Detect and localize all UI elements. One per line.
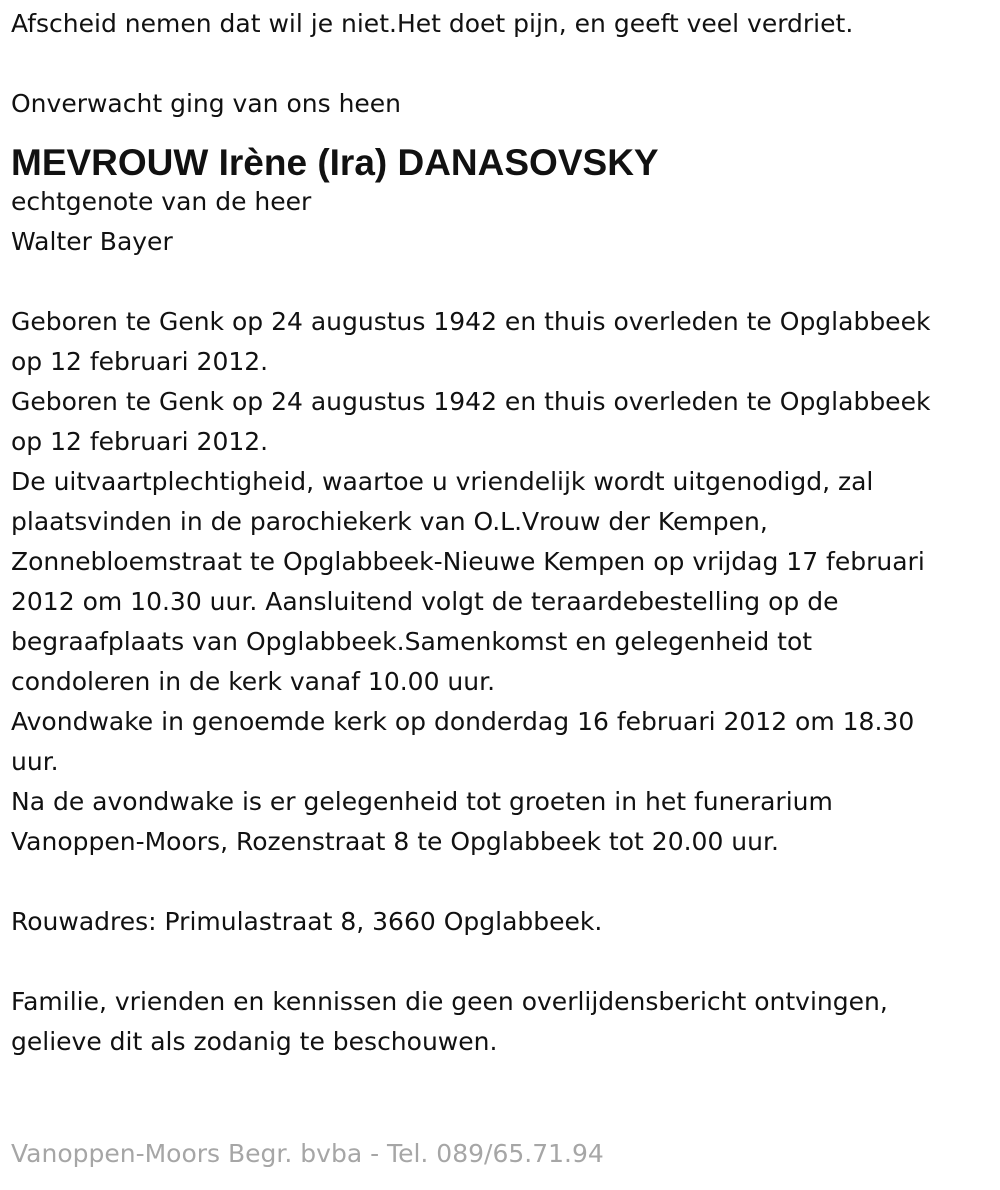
funeral-home-footer: Vanoppen-Moors Begr. bvba - Tel. 089/65.71.94 [11, 1139, 604, 1168]
birth-death-line: op 12 februari 2012. [11, 427, 269, 456]
visitation-text: Na de avondwake is er gelegenheid tot groeten in het funerarium [11, 787, 833, 816]
wake-text: Avondwake in genoemde kerk op donderdag 16 februari 2012 om 18.30 [11, 707, 915, 736]
wake-text: uur. [11, 747, 59, 776]
visitation-text: Vanoppen-Moors, Rozenstraat 8 te Opglabbeek tot 20.00 uur. [11, 827, 779, 856]
spacer [11, 44, 991, 84]
funeral-text: plaatsvinden in de parochiekerk van O.L.Vrouw der Kempen, [11, 507, 768, 536]
family-notice: gelieve dit als zodanig te beschouwen. [11, 1027, 498, 1056]
funeral-text: 2012 om 10.30 uur. Aansluitend volgt de teraardebestelling op de [11, 587, 839, 616]
deceased-name-heading: MEVROUW Irène (Ira) DANASOVSKY [11, 142, 659, 183]
spouse-name: Walter Bayer [11, 227, 173, 256]
spacer [11, 942, 991, 982]
birth-death-line: Geboren te Genk op 24 augustus 1942 en thuis overleden te Opglabbeek [11, 387, 931, 416]
mourning-address: Rouwadres: Primulastraat 8, 3660 Opglabbeek. [11, 907, 603, 936]
spouse-line: echtgenote van de heer [11, 187, 312, 216]
funeral-text: De uitvaartplechtigheid, waartoe u vriendelijk wordt uitgenodigd, zal [11, 467, 874, 496]
family-notice: Familie, vrienden en kennissen die geen overlijdensbericht ontvingen, [11, 987, 888, 1016]
spacer [11, 862, 991, 902]
funeral-text: condoleren in de kerk vanaf 10.00 uur. [11, 667, 496, 696]
birth-death-line: op 12 februari 2012. [11, 347, 269, 376]
birth-death-line: Geboren te Genk op 24 augustus 1942 en thuis overleden te Opglabbeek [11, 307, 931, 336]
funeral-text: begraafplaats van Opglabbeek.Samenkomst en gelegenheid tot [11, 627, 813, 656]
death-notice [11, 4, 991, 1062]
spacer [11, 262, 991, 302]
intro-line: Afscheid nemen dat wil je niet.Het doet pijn, en geeft veel verdriet. [11, 9, 854, 38]
funeral-text: Zonnebloemstraat te Opglabbeek-Nieuwe Kempen op vrijdag 17 februari [11, 547, 925, 576]
sudden-line: Onverwacht ging van ons heen [11, 89, 402, 118]
